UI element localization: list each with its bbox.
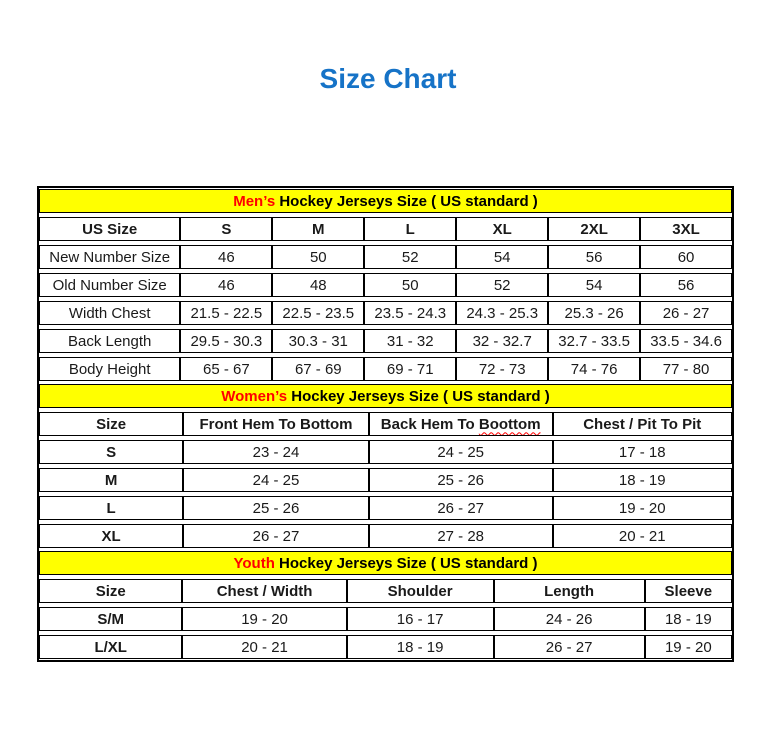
value-cell: 24 - 25 bbox=[183, 468, 369, 492]
value-cell: 31 - 32 bbox=[364, 329, 456, 353]
table-row bbox=[39, 329, 732, 353]
back-hem-prefix: Back Hem To bbox=[380, 415, 479, 433]
value-cell: 25 - 26 bbox=[369, 468, 553, 492]
column-header-us-size: US Size bbox=[39, 217, 180, 241]
row-label-cell: L bbox=[39, 496, 183, 520]
value-cell: 17 - 18 bbox=[553, 440, 733, 464]
value-cell: 32.7 - 33.5 bbox=[548, 329, 640, 353]
row-label-cell: S/M bbox=[39, 607, 182, 631]
mens-section-title-rest: Hockey Jerseys Size ( US standard ) bbox=[275, 192, 538, 210]
value-cell: 18 - 19 bbox=[347, 635, 494, 659]
value-cell: 33.5 - 34.6 bbox=[640, 329, 732, 353]
size-chart-page bbox=[0, 64, 776, 756]
value-cell: 26 - 27 bbox=[369, 496, 553, 520]
mens-header-row bbox=[39, 217, 732, 241]
value-cell: 19 - 20 bbox=[553, 496, 733, 520]
column-header-shoulder: Shoulder bbox=[347, 579, 494, 603]
back-hem-misspelled-word: Boottom bbox=[478, 415, 541, 433]
mens-size-table bbox=[39, 185, 732, 385]
value-cell: 54 bbox=[548, 273, 640, 297]
youth-section-title-highlight: Youth bbox=[233, 554, 275, 572]
womens-section-band bbox=[39, 384, 732, 408]
womens-table-body bbox=[39, 384, 732, 548]
youth-header-row bbox=[39, 579, 732, 603]
column-header-back-hem bbox=[369, 412, 553, 436]
youth-section-title-rest: Hockey Jerseys Size ( US standard ) bbox=[274, 554, 538, 572]
value-cell: 72 - 73 bbox=[456, 357, 548, 381]
value-cell: 54 bbox=[456, 245, 548, 269]
value-cell: 60 bbox=[640, 245, 732, 269]
value-cell: 52 bbox=[364, 245, 456, 269]
mens-section-band bbox=[39, 189, 732, 213]
column-header-chest-width: Chest / Width bbox=[182, 579, 346, 603]
mens-section-title-highlight: Men’s bbox=[233, 192, 276, 210]
value-cell: 21.5 - 22.5 bbox=[180, 301, 272, 325]
value-cell: 20 - 21 bbox=[553, 524, 733, 548]
row-label-cell: Body Height bbox=[39, 357, 180, 381]
value-cell: 26 - 27 bbox=[183, 524, 369, 548]
value-cell: 18 - 19 bbox=[645, 607, 732, 631]
value-cell: 25 - 26 bbox=[183, 496, 369, 520]
value-cell: 22.5 - 23.5 bbox=[272, 301, 364, 325]
value-cell: 26 - 27 bbox=[494, 635, 645, 659]
size-chart-table-group bbox=[37, 186, 734, 662]
column-header-l: L bbox=[364, 217, 456, 241]
value-cell: 56 bbox=[548, 245, 640, 269]
youth-section-band bbox=[39, 551, 732, 575]
value-cell: 46 bbox=[180, 245, 272, 269]
column-header-sleeve: Sleeve bbox=[645, 579, 732, 603]
value-cell: 16 - 17 bbox=[347, 607, 494, 631]
value-cell: 50 bbox=[364, 273, 456, 297]
value-cell: 46 bbox=[180, 273, 272, 297]
column-header-front-hem: Front Hem To Bottom bbox=[183, 412, 369, 436]
row-label-cell: L/XL bbox=[39, 635, 182, 659]
column-header-m: M bbox=[272, 217, 364, 241]
column-header-xl: XL bbox=[456, 217, 548, 241]
womens-size-table bbox=[39, 380, 732, 552]
row-label-cell: S bbox=[39, 440, 183, 464]
column-header-size: Size bbox=[39, 412, 183, 436]
womens-section-title-highlight: Women’s bbox=[221, 387, 288, 405]
value-cell: 77 - 80 bbox=[640, 357, 732, 381]
value-cell: 26 - 27 bbox=[640, 301, 732, 325]
table-row bbox=[39, 496, 732, 520]
value-cell: 23 - 24 bbox=[183, 440, 369, 464]
table-row bbox=[39, 245, 732, 269]
row-label-cell: Width Chest bbox=[39, 301, 180, 325]
column-header-chest-pit: Chest / Pit To Pit bbox=[553, 412, 733, 436]
youth-section-title bbox=[39, 551, 732, 575]
value-cell: 50 bbox=[272, 245, 364, 269]
value-cell: 24.3 - 25.3 bbox=[456, 301, 548, 325]
table-row bbox=[39, 468, 732, 492]
value-cell: 27 - 28 bbox=[369, 524, 553, 548]
table-row bbox=[39, 440, 732, 464]
value-cell: 32 - 32.7 bbox=[456, 329, 548, 353]
table-row bbox=[39, 524, 732, 548]
womens-header-row bbox=[39, 412, 732, 436]
table-row bbox=[39, 301, 732, 325]
value-cell: 19 - 20 bbox=[645, 635, 732, 659]
value-cell: 52 bbox=[456, 273, 548, 297]
value-cell: 19 - 20 bbox=[182, 607, 346, 631]
value-cell: 24 - 25 bbox=[369, 440, 553, 464]
value-cell: 67 - 69 bbox=[272, 357, 364, 381]
youth-table-body bbox=[39, 551, 732, 659]
row-label-cell: New Number Size bbox=[39, 245, 180, 269]
table-row bbox=[39, 273, 732, 297]
row-label-cell: XL bbox=[39, 524, 183, 548]
youth-size-table bbox=[39, 547, 732, 663]
value-cell: 29.5 - 30.3 bbox=[180, 329, 272, 353]
column-header-2xl: 2XL bbox=[548, 217, 640, 241]
womens-section-title-rest: Hockey Jerseys Size ( US standard ) bbox=[287, 387, 550, 405]
row-label-cell: Back Length bbox=[39, 329, 180, 353]
page-title: Size Chart bbox=[319, 63, 457, 94]
row-label-cell: Old Number Size bbox=[39, 273, 180, 297]
value-cell: 65 - 67 bbox=[180, 357, 272, 381]
value-cell: 24 - 26 bbox=[494, 607, 645, 631]
value-cell: 25.3 - 26 bbox=[548, 301, 640, 325]
table-row bbox=[39, 635, 732, 659]
womens-section-title bbox=[39, 384, 732, 408]
value-cell: 69 - 71 bbox=[364, 357, 456, 381]
value-cell: 48 bbox=[272, 273, 364, 297]
value-cell: 18 - 19 bbox=[553, 468, 733, 492]
value-cell: 20 - 21 bbox=[182, 635, 346, 659]
column-header-3xl: 3XL bbox=[640, 217, 732, 241]
column-header-size: Size bbox=[39, 579, 182, 603]
mens-table-body bbox=[39, 189, 732, 381]
value-cell: 23.5 - 24.3 bbox=[364, 301, 456, 325]
value-cell: 30.3 - 31 bbox=[272, 329, 364, 353]
value-cell: 74 - 76 bbox=[548, 357, 640, 381]
table-row bbox=[39, 607, 732, 631]
column-header-s: S bbox=[180, 217, 272, 241]
value-cell: 56 bbox=[640, 273, 732, 297]
column-header-length: Length bbox=[494, 579, 645, 603]
mens-section-title bbox=[39, 189, 732, 213]
row-label-cell: M bbox=[39, 468, 183, 492]
table-row bbox=[39, 357, 732, 381]
